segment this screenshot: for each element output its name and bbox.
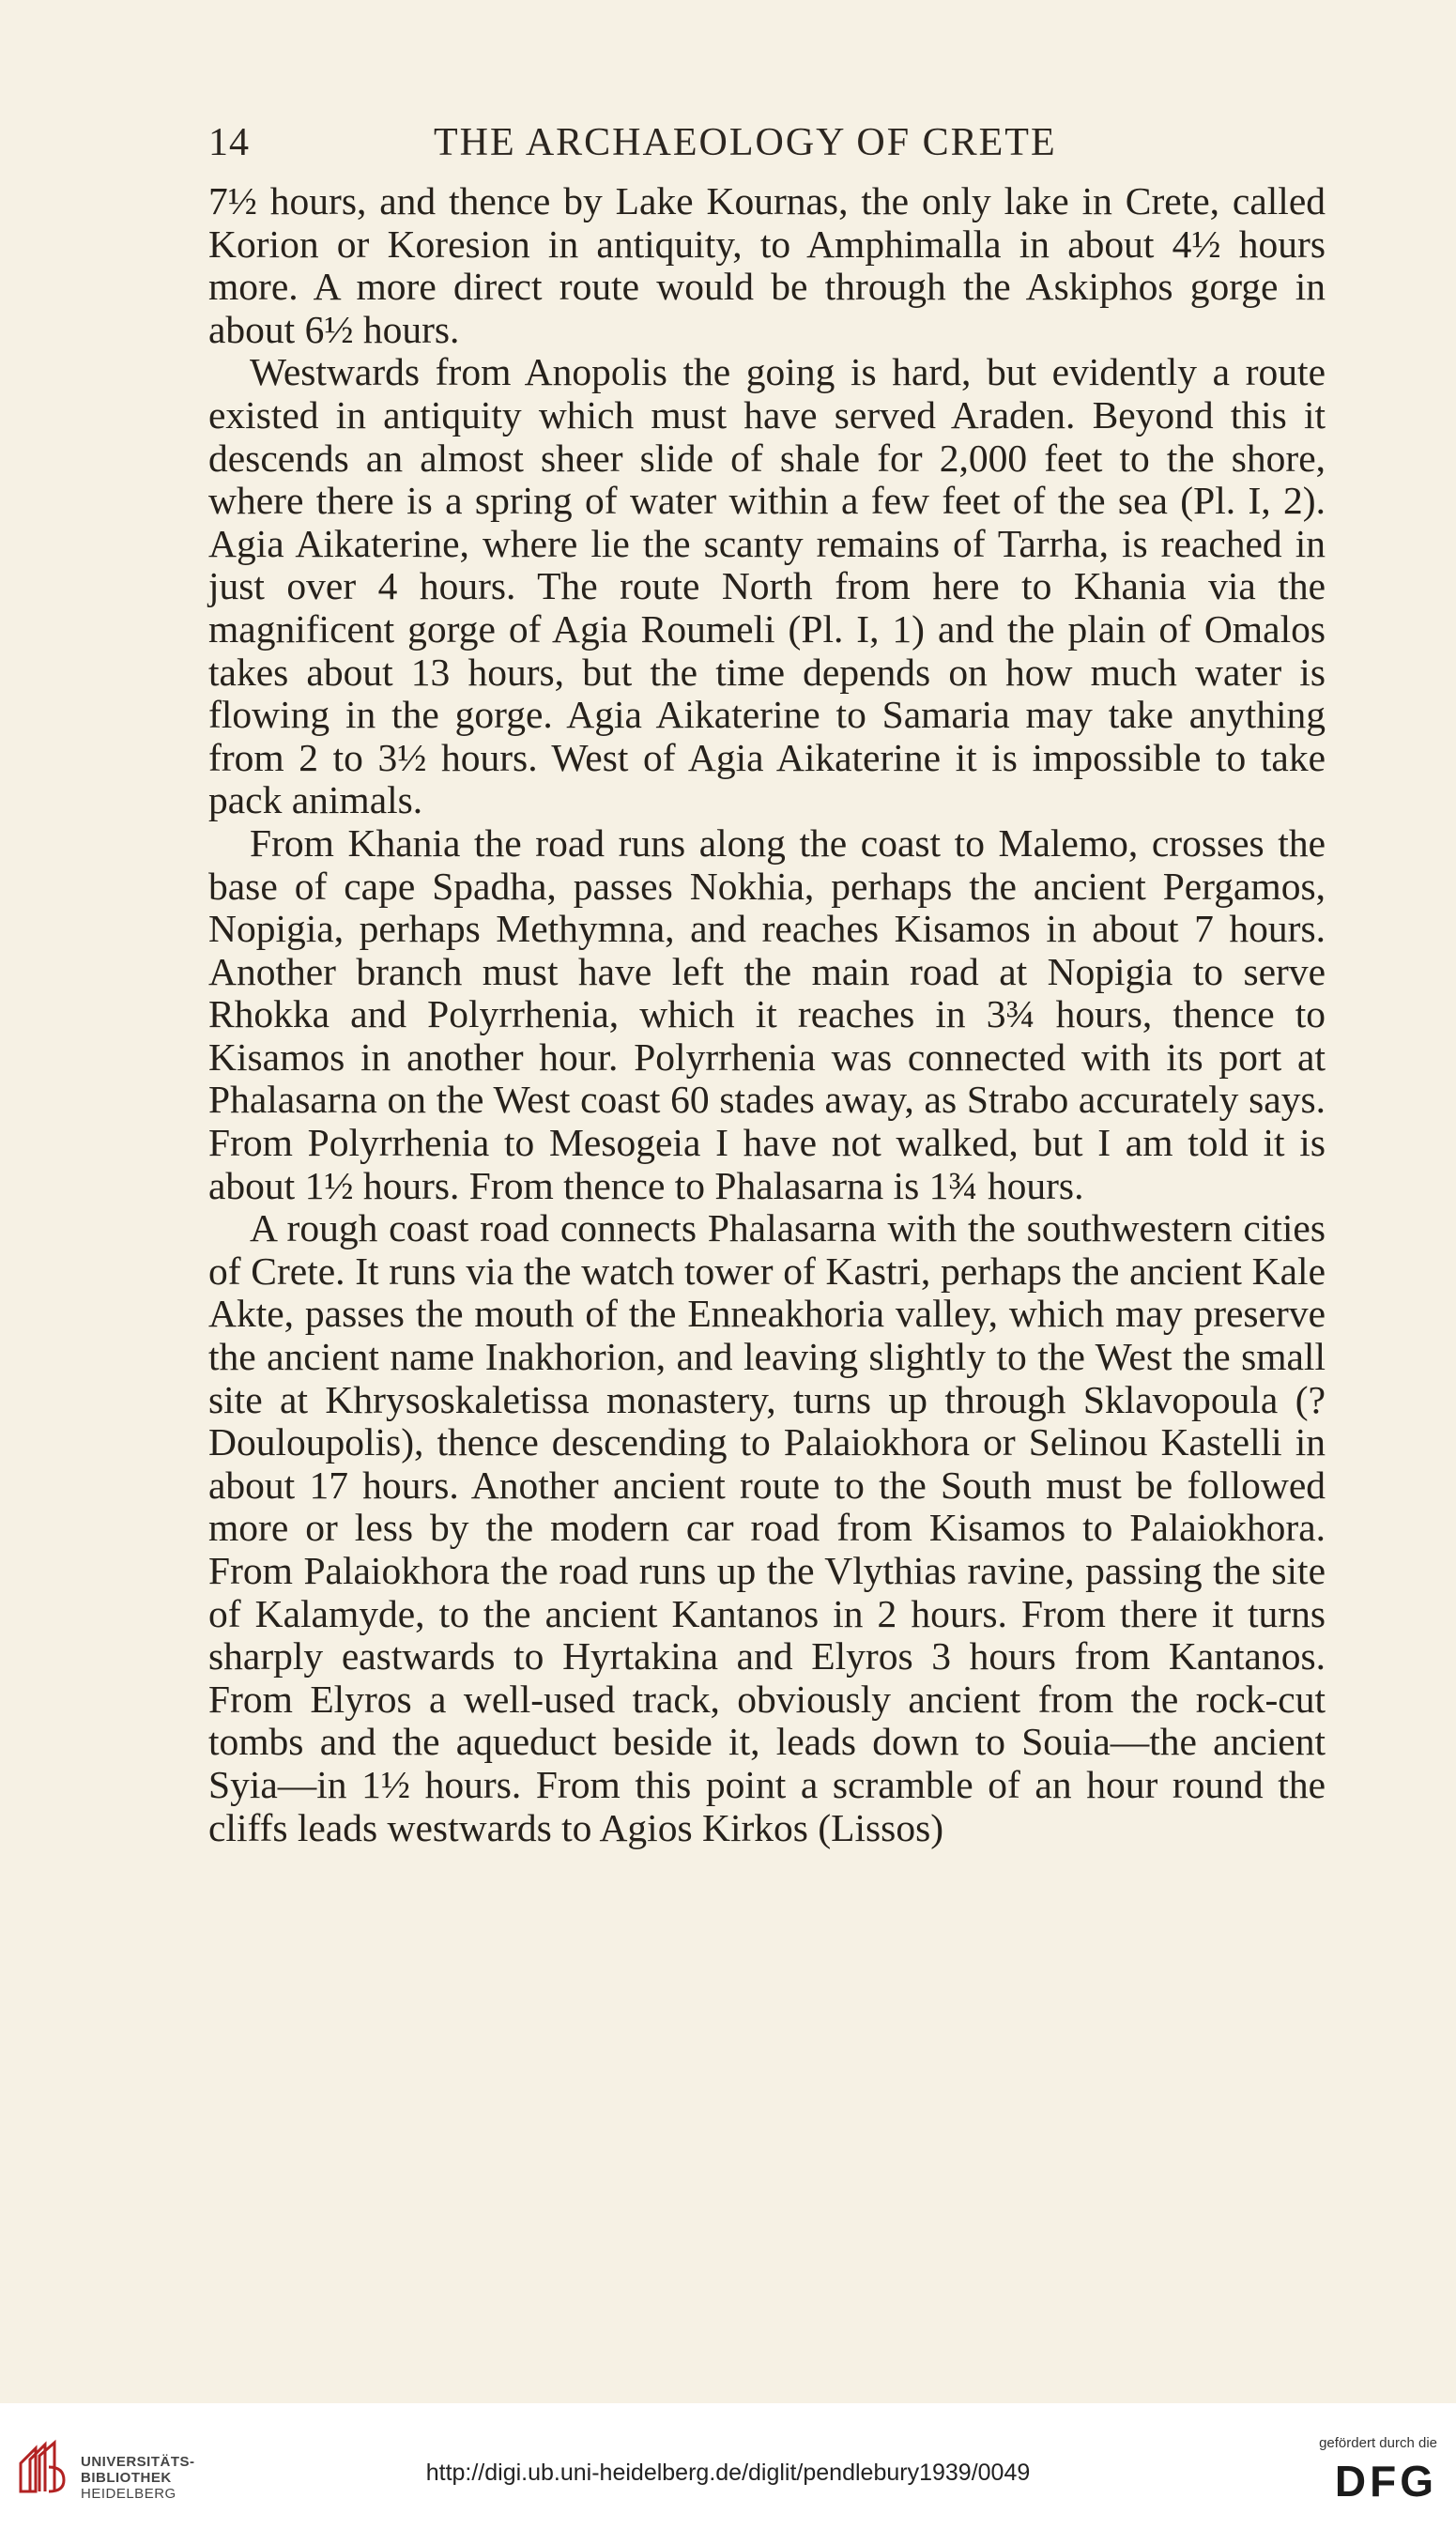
running-head <box>208 120 1325 169</box>
running-title: THE ARCHAEOLOGY OF CRETE <box>434 121 1057 164</box>
paragraph-4: A rough coast road connects Phalasarna with the southwestern cities of Crete. It runs via the watch tower of Kastri, perhaps the ancient Kale Akte, passes the mouth of the Enneakhoria valley, which may preserve the ancient name Inakhorion, and leaving slightly to the West the small site at Khrysoskaletissa monastery, turns up through Sklavopoula (? Douloupolis), thence descending to Palaiokhora or Selinou Kastelli in about 17 hours. Another ancient route to the South must be followed more or less by the modern car road from Kisamos to Palaiokhora. From Palaiokhora the road runs up the Vlythias ravine, passing the site of Kalamyde, to the ancient Kantanos in 2 hours. From there it turns sharply eastwards to Hyrtakina and Elyros 3 hours from Kantanos. From Elyros a well-used track, obviously ancient from the rock-cut tombs and the aqueduct beside it, leads down to Souia—the ancient Syia—in 1½ hours. From this point a scramble of an hour round the cliffs leads westwards to Agios Kirkos (Lissos) <box>208 1206 1326 1849</box>
library-name: UNIVERSITÄTS- BIBLIOTHEK HEIDELBERG <box>81 2454 195 2502</box>
dfg-logo-text: DFG <box>1334 2457 1437 2502</box>
paragraph-3: From Khania the road runs along the coast to Malemo, crosses the base of cape Spadha, passes Nokhia, perhaps the ancient Pergamos, Nopigia, perhaps Methymna, and reaches Kisamos in about 7 hours. Another branch must have left the main road at Nopigia to serve Rhokka and Polyrrhenia, which it reaches in 3¾ hours, thence to Kisamos in another hour. Polyrrhenia was connected with its port at Phalasarna on the West coast 60 stades away, as Strabo accurately says. From Polyrrhenia to Mesogeia I have not walked, but I am told it is about 1½ hours. From thence to Phalasarna is 1¾ hours. <box>208 820 1326 1207</box>
paragraph-2: Westwards from Anopolis the going is hard, but evidently a route existed in antiquity which must have served Araden. Beyond this it descends an almost sheer slide of shale for 2,000 feet to the shore, where there is a spring of water within a few feet of the sea (Pl. I, 2). Agia Aikaterine, where lie the scanty remains of Tarrha, is reached in just over 4 hours. The route North from here to Khania via the magnificent gorge of Agia Roumeli (Pl. I, 1) and the plain of Omalos takes about 13 hours, but the time depends on how much water is flowing in the gorge. Agia Aikaterine to Samaria may take anything from 2 to 3½ hours. West of Agia Aikaterine it is impossible to take pack animals. <box>208 350 1326 822</box>
dfg-logo-icon <box>1296 2457 1437 2502</box>
funder-block <box>1249 2435 1437 2506</box>
body-text <box>208 180 1326 1849</box>
permalink-url[interactable]: http://digi.ub.uni-heidelberg.de/diglit/pendlebury1939/0049 <box>425 2460 1031 2486</box>
funded-by-label: gefördert durch die <box>1319 2435 1437 2451</box>
paragraph-1: 7½ hours, and thence by Lake Kournas, the only lake in Crete, called Korion or Koresion in antiquity, to Amphimalla in about 4½ hours more. A more direct route would be through the Askiphos gorge in about 6½ hours. <box>208 179 1326 351</box>
footer-bar <box>0 2403 1456 2529</box>
page-number: 14 <box>208 121 250 164</box>
